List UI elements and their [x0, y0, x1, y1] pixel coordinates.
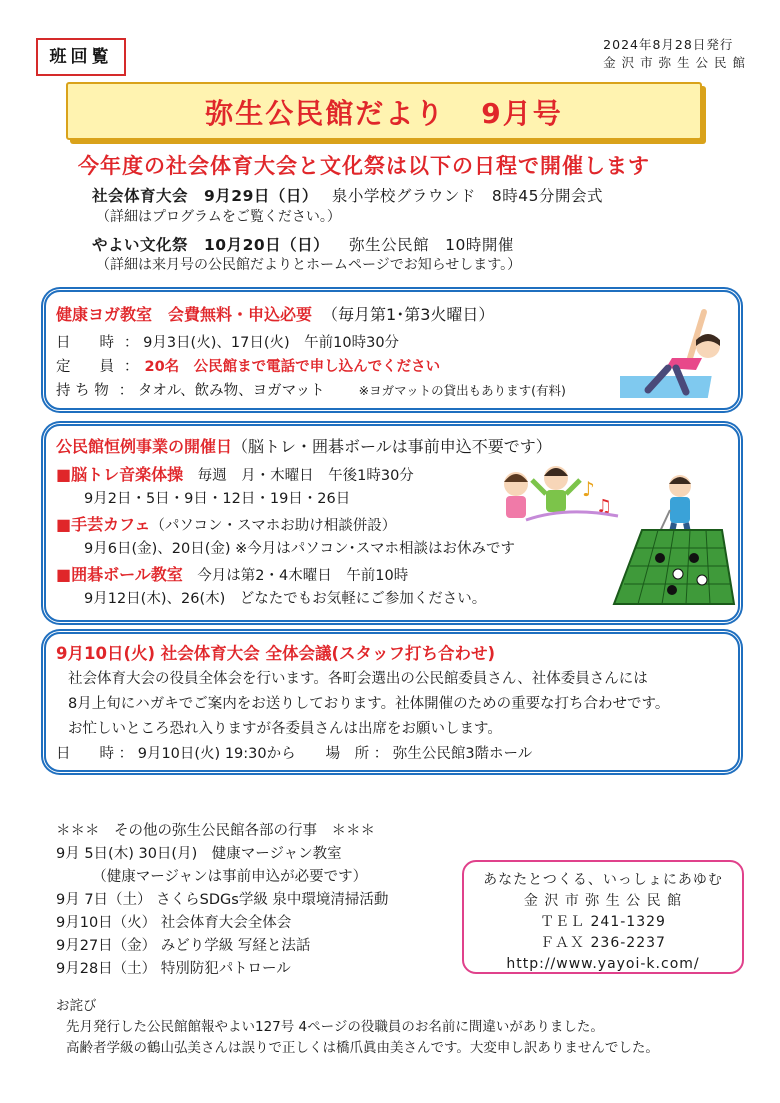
yoga-row-items [56, 379, 566, 400]
row-value: ： タオル、飲み物、ヨガマット [118, 383, 325, 399]
item-go-ball-dates: 9月12日(木)、26(木) どなたでもお気軽にご参加ください。 [84, 591, 487, 607]
item-name: ■脳トレ音楽体操 [56, 465, 184, 484]
item-name: ■囲碁ボール教室 [56, 565, 183, 584]
yoga-row-time [56, 331, 399, 352]
row-value: ： 9月3日(火)、17日(火) 午前10時30分 [124, 335, 400, 351]
publisher: 金 沢 市 弥 生 公 民 館 [603, 55, 746, 70]
go-ball-illustration [612, 470, 736, 610]
meeting-line-1: 社会体育大会の役員全体会を行います。各町会選出の公民館委員さん、社体委員さんには [68, 671, 648, 687]
apology-section [56, 996, 659, 1059]
mat-rental-note: ※ヨガマットの貸出もあります(有料) [358, 383, 566, 398]
contact-tel: ＴＥＬ 241-1329 [540, 914, 666, 930]
event-sports-detail: 泉小学校グラウンド 8時45分開会式 [331, 187, 603, 205]
yoga-schedule: （毎月第1･第3火曜日） [322, 305, 495, 324]
yoga-row-capacity [56, 355, 440, 376]
issue-info [603, 36, 746, 72]
event-sports-date: 社会体育大会 9月29日（日） [92, 187, 318, 205]
event-festival-note: （詳細は来月号の公民館だよりとホームページでお知らせします。） [96, 257, 522, 273]
meeting-where: 場 所 ： 弥生公民館3階ホール [325, 746, 533, 762]
contact-name: 金 沢 市 弥 生 公 民 館 [523, 893, 683, 909]
meeting-line-3: お忙しいところ恐れ入りますが各委員さんは出席をお願いします。 [68, 721, 502, 737]
regular-title-text: 公民館恒例事業の開催日 [56, 437, 233, 456]
row-label: 持 ち 物 [56, 383, 109, 399]
meeting-when: 日 時 ： 9月10日(火) 19:30から [56, 746, 296, 762]
row-value: ： [124, 359, 139, 375]
slogan: あなたとつくる、いっしょにあゆむ [483, 872, 723, 888]
capacity-note: 20名 公民館まで電話で申し込んでください [144, 359, 441, 375]
schedule-heading: ＊＊＊ その他の弥生公民館各部の行事 ＊＊＊ [56, 823, 375, 839]
list-item: 9月28日（土） 特別防犯パトロール [56, 961, 291, 977]
list-item: 9月 7日（土） さくらSDGs学級 泉中環境清掃活動 [56, 892, 389, 908]
list-item: 9月27日（金） みどり学級 写経と法話 [56, 938, 311, 954]
item-detail: 今月は第2・4木曜日 午前10時 [182, 568, 409, 584]
contact-box [462, 860, 744, 974]
yoga-pose-illustration [620, 306, 730, 402]
yoga-title [56, 302, 494, 325]
other-schedule [56, 820, 388, 981]
event-festival-date: やよい文化祭 10月20日（日） [92, 236, 330, 254]
page-title [68, 92, 700, 132]
event-festival [92, 233, 514, 255]
meeting-line-2: 8月上旬にハガキでご案内をお送りしております。社体開催のための重要な打ち合わせです。 [68, 696, 670, 712]
list-item: 9月 5日(木) 30日(月) 健康マージャン教室 [56, 846, 342, 862]
item-craft-cafe [56, 512, 396, 535]
meeting-when-where [56, 742, 532, 763]
circulation-stamp: 班回覧 [36, 38, 126, 76]
newsletter-name: 弥生公民館だより [205, 97, 446, 130]
contact-fax: ＦＡＸ 236-2237 [540, 935, 666, 951]
apology-line: 先月発行した公民館館報やよい127号 4ページの役職員のお名前に間違いがありました。 [66, 1019, 604, 1035]
item-detail: 毎週 月・木曜日 午後1時30分 [183, 468, 414, 484]
apology-line: 高齢者学級の鶴山弘美さんは誤りで正しくは橋爪眞由美さんです。大変申し訳ありませんでした。 [66, 1040, 659, 1056]
item-brain-training [56, 462, 414, 485]
event-sports [92, 184, 603, 206]
row-label: 定 員 [56, 359, 114, 375]
svg-text:♪: ♪ [582, 477, 595, 501]
item-craft-cafe-dates: 9月6日(金)、20日(金) ※今月はパソコン･スマホ相談はお休みです [84, 541, 515, 557]
item-brain-training-dates: 9月2日・5日・9日・12日・19日・26日 [84, 491, 351, 507]
music-exercise-illustration [496, 462, 620, 526]
item-detail: （パソコン・スマホお助け相談併設） [150, 518, 397, 534]
issue-month: 9月号 [481, 97, 563, 130]
item-go-ball [56, 562, 408, 585]
title-banner [66, 82, 702, 140]
regular-subtitle: （脳トレ・囲碁ボールは事前申込不要です） [232, 437, 552, 456]
regular-title [56, 434, 552, 457]
meeting-title: 9月10日(火) 社会体育大会 全体会議(スタッフ打ち合わせ) [56, 644, 496, 663]
row-label: 日 時 [56, 335, 114, 351]
item-name: ■手芸カフェ [56, 515, 151, 534]
website-link[interactable]: http://www.yayoi-k.com/ [506, 956, 700, 972]
yoga-title-text: 健康ヨガ教室 会費無料・申込必要 [56, 305, 313, 324]
event-sports-note: （詳細はプログラムをご覧ください。） [96, 209, 341, 225]
apology-heading: お詫び [56, 998, 97, 1014]
event-festival-detail: 弥生公民館 10時開催 [349, 236, 514, 254]
issue-date: 2024年8月28日発行 [603, 37, 734, 52]
svg-text:♫: ♫ [596, 496, 613, 517]
list-item: 9月10日（火） 社会体育大会全体会 [56, 915, 292, 931]
list-item: （健康マージャンは事前申込が必要です） [56, 869, 368, 885]
headline: 今年度の社会体育大会と文化祭は以下の日程で開催します [78, 154, 650, 178]
